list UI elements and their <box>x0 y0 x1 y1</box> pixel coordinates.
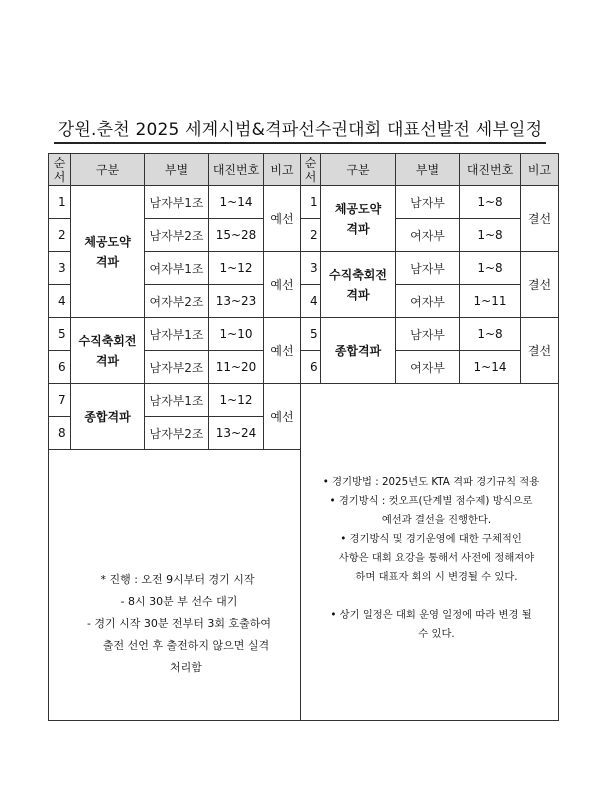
order-cell: 1 <box>49 186 71 219</box>
left-note-line: - 8시 30분 부 선수 대기 <box>120 595 238 608</box>
note-cell: 결선 <box>521 252 559 318</box>
left-note-line: - 경기 시작 30분 전부터 3회 호출하여 <box>86 617 272 630</box>
title-text: 강원.춘천 2025 세계시범&격파선수권대회 대표선발전 세부일정 <box>54 115 546 144</box>
header-category: 구분 <box>321 154 396 186</box>
category-cell: 체공도약 격파 <box>71 186 145 318</box>
bracket-cell: 11~20 <box>209 351 264 384</box>
left-note-line: 처리함 <box>170 661 202 674</box>
bracket-cell: 15~28 <box>209 219 264 252</box>
division-cell: 여자부1조 <box>145 252 209 285</box>
bracket-cell: 1~14 <box>460 351 521 384</box>
right-note-line: • 경기방법 : 2025년도 KTA 격파 경기규칙 적용 <box>322 475 540 488</box>
bracket-cell: 1~12 <box>209 384 264 417</box>
note-cell: 예선 <box>264 318 301 384</box>
bracket-cell: 13~24 <box>209 417 264 450</box>
header-division: 부별 <box>396 154 460 186</box>
header-order: 순 서 <box>49 154 71 186</box>
division-cell: 남자부2조 <box>145 351 209 384</box>
division-cell: 남자부 <box>396 318 460 351</box>
category-cell: 체공도약 격파 <box>321 186 396 252</box>
division-cell: 여자부2조 <box>145 285 209 318</box>
note-cell: 결선 <box>521 186 559 252</box>
right-note-line: • 경기방식 : 컷오프(단계별 점수제) 방식으로 <box>329 494 533 507</box>
header-row <box>49 154 559 186</box>
order-cell: 1 <box>301 186 321 219</box>
header-bracket: 대진번호 <box>460 154 521 186</box>
bracket-cell: 1~8 <box>460 318 521 351</box>
left-notes <box>49 491 300 679</box>
note-cell: 결선 <box>521 318 559 384</box>
division-cell: 여자부 <box>396 285 460 318</box>
right-note-line: 하며 대표자 회의 시 변경될 수 있다. <box>355 570 518 583</box>
right-note-line: 수 있다. <box>418 627 455 640</box>
category-cell: 수직축회전 격파 <box>71 318 145 384</box>
header-division: 부별 <box>145 154 209 186</box>
order-cell: 7 <box>49 384 71 417</box>
order-cell: 8 <box>49 417 71 450</box>
page-title <box>0 115 600 144</box>
right-note-line: 사항은 대회 요강을 통해서 사전에 정해져야 <box>338 551 535 564</box>
table-row <box>49 318 559 351</box>
table-row <box>49 186 559 219</box>
division-cell: 여자부 <box>396 219 460 252</box>
right-notes-cell <box>301 384 559 721</box>
note-cell: 예선 <box>264 186 301 252</box>
bracket-cell: 1~8 <box>460 252 521 285</box>
header-bracket: 대진번호 <box>209 154 264 186</box>
bracket-cell: 1~10 <box>209 318 264 351</box>
right-notes <box>301 461 558 644</box>
bracket-cell: 1~8 <box>460 186 521 219</box>
right-note-line: 예선과 결선을 진행한다. <box>381 513 492 526</box>
header-note: 비고 <box>264 154 301 186</box>
division-cell: 남자부1조 <box>145 384 209 417</box>
division-cell: 남자부 <box>396 252 460 285</box>
note-cell: 예선 <box>264 252 301 318</box>
division-cell: 남자부2조 <box>145 219 209 252</box>
division-cell: 남자부2조 <box>145 417 209 450</box>
left-notes-cell <box>49 450 301 721</box>
left-note-line: * 진행 : 오전 9시부터 경기 시작 <box>100 573 255 586</box>
order-cell: 6 <box>301 351 321 384</box>
order-cell: 4 <box>49 285 71 318</box>
category-cell: 종합격파 <box>321 318 396 384</box>
order-cell: 2 <box>49 219 71 252</box>
division-cell: 남자부 <box>396 186 460 219</box>
division-cell: 남자부1조 <box>145 186 209 219</box>
order-cell: 3 <box>301 252 321 285</box>
order-cell: 6 <box>49 351 71 384</box>
order-cell: 5 <box>49 318 71 351</box>
bracket-cell: 13~23 <box>209 285 264 318</box>
order-cell: 4 <box>301 285 321 318</box>
right-note-line: • 경기방식 및 경기운영에 대한 구체적인 <box>340 532 522 545</box>
division-cell: 여자부 <box>396 351 460 384</box>
order-cell: 5 <box>301 318 321 351</box>
header-category: 구분 <box>71 154 145 186</box>
note-cell: 예선 <box>264 384 301 450</box>
left-note-line: 출전 선언 후 출전하지 않으면 실격 <box>102 639 270 652</box>
right-note-line: • 상기 일정은 대회 운영 일정에 따라 변경 될 <box>330 608 532 621</box>
bracket-cell: 1~12 <box>209 252 264 285</box>
bracket-cell: 1~14 <box>209 186 264 219</box>
bracket-cell: 1~11 <box>460 285 521 318</box>
header-order: 순 서 <box>301 154 321 186</box>
division-cell: 남자부1조 <box>145 318 209 351</box>
bracket-cell: 1~8 <box>460 219 521 252</box>
table-row <box>49 384 559 417</box>
category-cell: 종합격파 <box>71 384 145 450</box>
header-note: 비고 <box>521 154 559 186</box>
schedule-table <box>48 153 559 721</box>
order-cell: 3 <box>49 252 71 285</box>
category-cell: 수직축회전 격파 <box>321 252 396 318</box>
order-cell: 2 <box>301 219 321 252</box>
